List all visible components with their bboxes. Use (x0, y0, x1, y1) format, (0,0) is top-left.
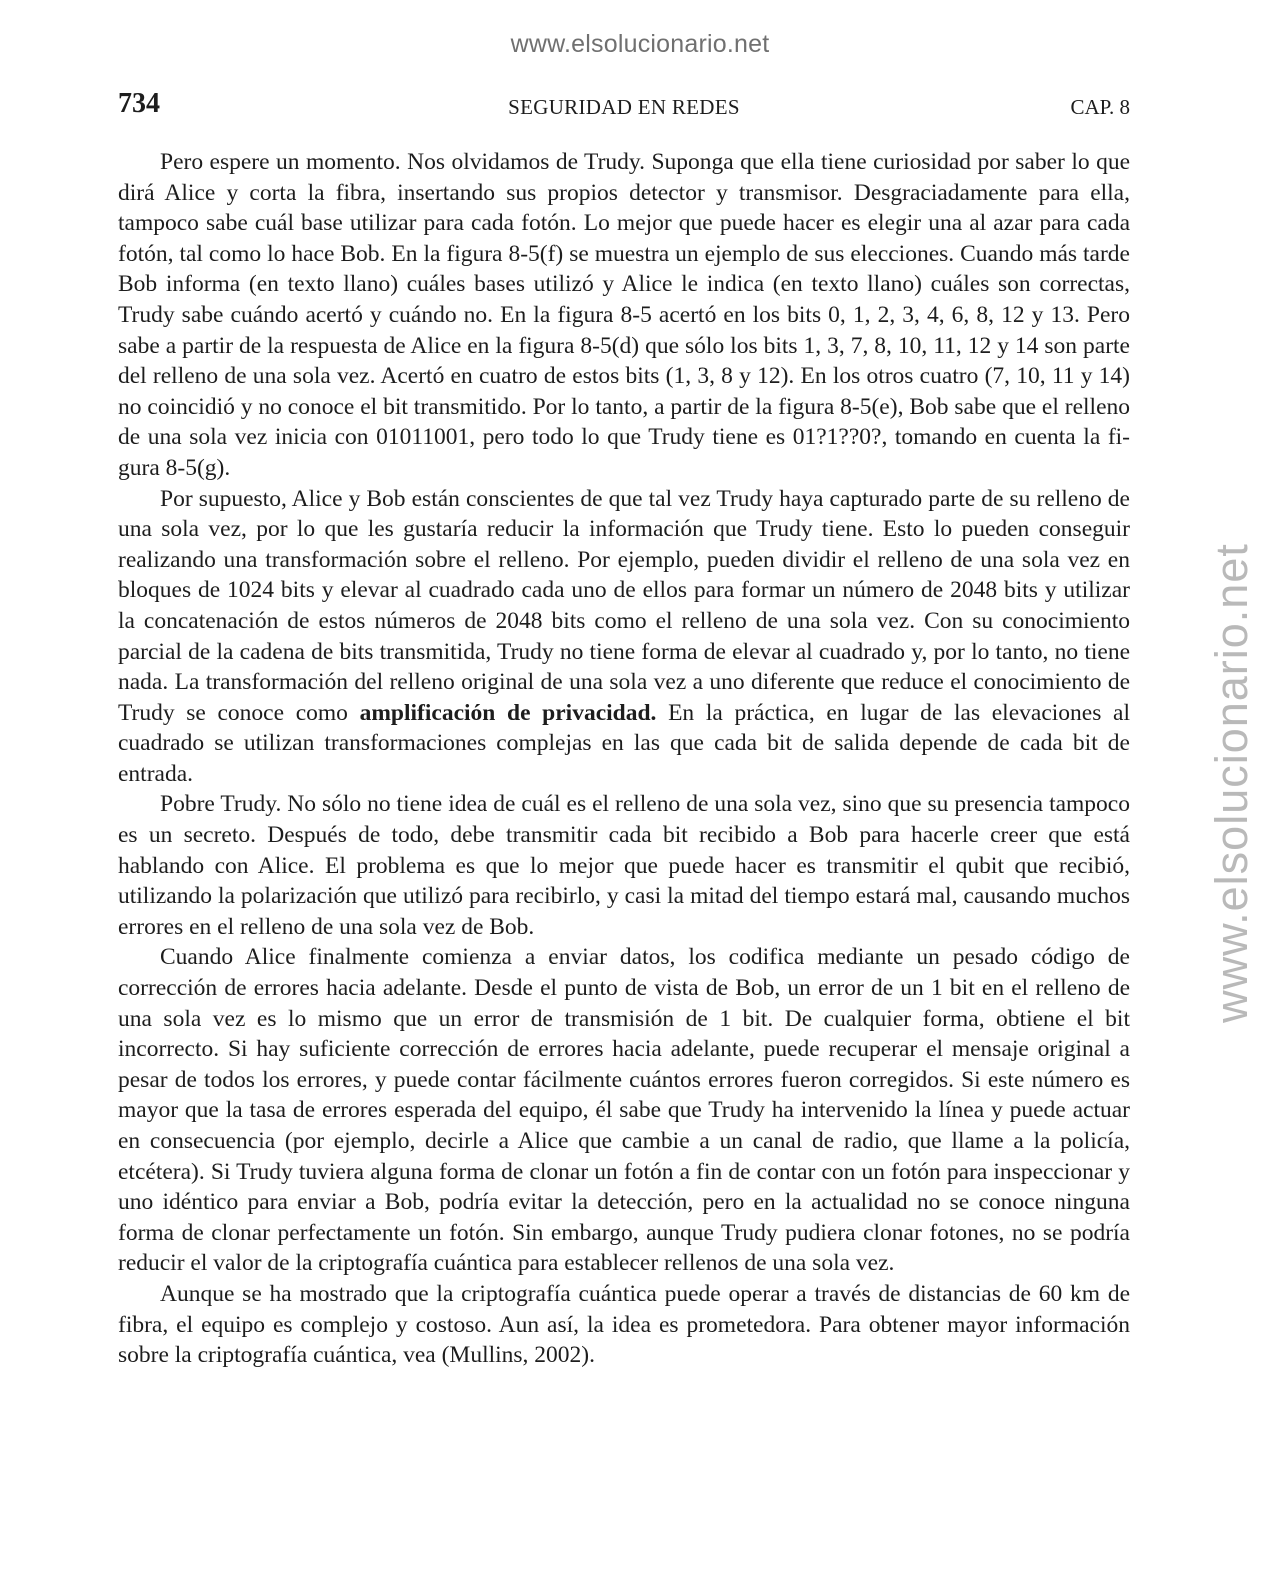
highlighted-term: amplificación de privacidad. (359, 699, 657, 726)
running-header (118, 88, 1130, 124)
chapter-label: CAP. 8 (1070, 95, 1130, 119)
watermark-url-side: www.elsolucionario.net (1206, 543, 1257, 1023)
paragraph-poor-trudy: Pobre Trudy. No sólo no tiene idea de cuál es el relleno de una sola vez, sino que su presencia tampoco es un secreto. Después de todo, debe transmitir cada bit recibido a Bob para hacerle creer que está hablando con Alice. El problema es que lo mejor que puede hacer es transmitir el qubit que recibió, utilizando la polarización que utilizó para recibirlo, y casi la mitad del tiempo estará mal, causando muchos errores en el relleno de una sola vez de Bob. (118, 791, 1130, 940)
page-number: 734 (118, 88, 160, 119)
body-text (118, 147, 1130, 1371)
paragraph-text-before-term: Por supuesto, Alice y Bob están conscientes de que tal vez Trudy haya capturado parte de su relleno de una sola vez, por lo que les gustaría reducir la información que Trudy tiene. Esto lo pueden conseguir realizando una transformación sobre el relleno. Por ejemplo, pueden dividir el relleno de una sola vez en bloques de 1024 bits y elevar al cuadrado cada uno de ellos para formar un número de 2048 bits y utilizar la concatenación de estos números de 2048 bits como el relleno de una sola vez. Con su conocimiento parcial de la cadena de bits transmitida, Trudy no tiene forma de elevar al cuadrado y, por lo tanto, no tiene nada. La transformación del relleno original de una sola vez a uno diferente que reduce el conocimiento de Trudy se conoce como (118, 485, 1130, 726)
paragraph-privacy-amplification (118, 484, 1130, 790)
paragraph-error-correction: Cuando Alice finalmente comienza a enviar datos, los codifica mediante un pesado código de corrección de errores hacia adelante. Desde el punto de vista de Bob, un error de un 1 bit en el relleno de una sola vez es lo mismo que un error de transmisión de 1 bit. De cualquier forma, obtiene el bit incorrecto. Si hay suficiente corrección de errores hacia adelante, puede recuperar el mensaje original a pesar de todos los errores, y puede contar fácilmente cuántos errores fueron corregidos. Si este número es mayor que la tasa de errores esperada del equipo, él sabe que Trudy ha intervenido la línea y puede actuar en consecuencia (por ejemplo, decirle a Alice que cambie a un canal de radio, que llame a la policía, etcétera). Si Trudy tuviera alguna forma de clonar un fotón a fin de contar con un fotón para inspeccionar y uno idéntico para enviar a Bob, podría evitar la detección, pero en la actualidad no se conoce ninguna forma de clonar perfectamente un fotón. Sin embargo, aunque Trudy pudiera clonar fotones, no se podría reducir el valor de la criptografía cuántica para establecer rellenos de una sola vez. (118, 944, 1130, 1277)
watermark-url-top: www.elsolucionario.net (510, 30, 770, 58)
section-title: SEGURIDAD EN REDES (508, 95, 740, 119)
paragraph-trudy-eavesdrop: Pero espere un momento. Nos olvidamos de Trudy. Suponga que ella tiene curiosidad por saber lo que dirá Alice y corta la fibra, insertando sus propios detector y transmisor. Desgraciadamente para ella, tampoco sabe cuál base utilizar para cada fotón. Lo mejor que puede hacer es elegir una al azar para cada fotón, tal como lo hace Bob. En la figura 8-5(f) se muestra un ejemplo de sus elecciones. Cuando más tarde Bob informa (en texto llano) cuáles bases utilizó y Alice le indica (en texto llano) cuáles son correctas, Trudy sabe cuándo acertó y cuándo no. En la figura 8-5 acertó en los bits 0, 1, 2, 3, 4, 6, 8, 12 y 13. Pero sabe a partir de la respuesta de Alice en la figura 8-5(d) que sólo los bits 1, 3, 7, 8, 10, 11, 12 y 14 son parte del relleno de una sola vez. Acertó en cuatro de estos bits (1, 3, 8 y 12). En los otros cuatro (7, 10, 11 y 14) no coincidió y no conoce el bit transmitido. Por lo tanto, a partir de la figura 8-5(e), Bob sabe que el relleno de una sola vez inicia con 01011001, pero todo lo que Trudy tiene es 01?1??0?, tomando en cuenta la figura 8-5(g). (118, 149, 1130, 481)
paragraph-text-after-term: En la práctica, en lugar de las elevaciones al cuadrado se utilizan transformaciones complejas en las que cada bit de salida depende de cada bit de entrada. (118, 699, 1130, 787)
paragraph-conclusion: Aunque se ha mostrado que la criptografía cuántica puede operar a través de distancias de 60 km de fibra, el equipo es complejo y costoso. Aun así, la idea es prometedora. Para obtener mayor información sobre la criptografía cuántica, vea (Mullins, 2002). (118, 1280, 1130, 1369)
